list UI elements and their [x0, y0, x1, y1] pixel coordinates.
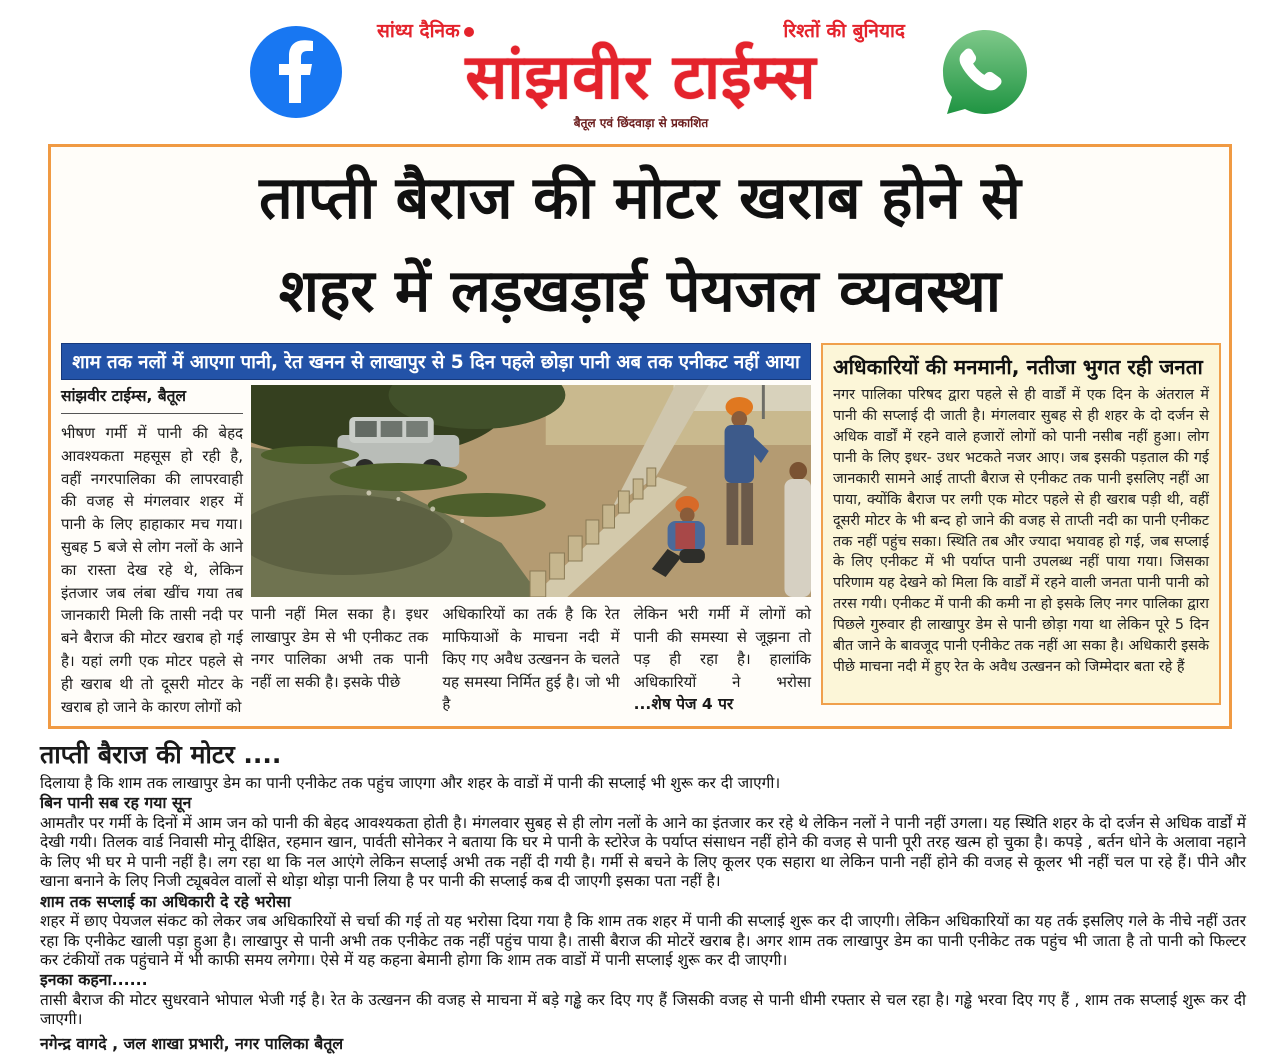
under-photo-column-2: अधिकारियों का तर्क है कि रेत माफियाओं के माचना नदी में किए गए अवैध उत्खनन के चलते यह समस्या निर्मित हुई है। जो भी है — [442, 605, 620, 714]
under-photo-column-1: पानी नहीं मिल सका है। इधर लाखापुर डेम से भी एनीकट तक नगर पालिका अभी तक पानी नहीं ला सकी है। इसके पीछे — [251, 605, 429, 691]
pole — [762, 385, 765, 419]
main-article-box — [48, 144, 1232, 729]
attribution-line: नगेन्द्र वागदे , जल शाखा प्रभारी, नगर पालिका बैतूल — [40, 1033, 344, 1053]
continuation-para-3: शहर में छाए पेयजल संकट को लेकर जब अधिकारियों से चर्चा की गई तो यह भरोसा दिया गया है कि शाम तक शहर में पानी की सप्लाई शुरू कर दी जाएगी। लेकिन अधिकारियों का यह तर्क इसलिए गले के नीचे नहीं उतर रहा कि एनीकेट खाली पड़ा हुआ है। लाखापुर से पानी अभी तक एनीकेट तक नहीं पहुंच पाया है। तासी बैराज की मोटरें खराब है। अगर शाम तक लाखापुर डेम का पानी एनीकेट तक पहुंच भी जाता है तो पानी को फिल्टर कर टंकीयों तक पहुंचाने में भी काफी समय लगेगा। ऐसे में यह कहना बेमानी होगा कि शाम तक वाडों में पानी सप्लाई शुरू कर दी जाएगी। — [40, 912, 1246, 969]
newspaper-title: सांझवीर टाईम्स — [465, 40, 817, 114]
continuation-para-4: तासी बैराज की मोटर सुधरवाने भोपाल भेजी गई है। रेत के उत्खनन की वजह से माचना में बड़े गड्ढे कर दिए गए हैं जिसकी वजह से पानी धीमी रफ्तार से चल रहा है। गड्ढे भरवा दिए गए हैं , शाम तक सप्लाई शुरू कर दी जाएगी। — [40, 990, 1246, 1029]
sidebar-box — [821, 343, 1221, 705]
headline-line-2: शहर में लड़खड़ाई पेयजल व्यवस्था — [278, 256, 1002, 326]
continuation-para-1: दिलाया है कि शाम तक लाखापुर डेम का पानी एनीकेट तक पहुंच जाएगा और शहर के वाडों में पानी की सप्लाई भी शुरू कर दी जाएगी। — [40, 774, 781, 792]
left-column-text: भीषण गर्मी में पानी की बेहद आवश्यकता महसूस हो रही है, वहीं नगरपालिका की लापरवाही की वजह से मंगलवार शहर में पानी के लिए हाहाकार मच गया। सुबह 5 बजे से लोग नलों के आने का रास्ता देख रहे थे, लेकिन इंतजार जब लंबा खींच गया तब जानकारी मिली कि तासी नदी पर बने बैराज की मोटर खराब हो गई है। यहां लगी एक मोटर पहले से ही खराब थी तो दूसरी मोटर के खराब हो जाने के कारण लोगों को — [61, 423, 243, 716]
continuation-subhead-2: शाम तक सप्लाई का अधिकारी दे रहे भरोसा — [40, 891, 291, 911]
continuation-subhead-1: बिन पानी सब रह गया सून — [40, 793, 192, 813]
whatsapp-icon — [939, 26, 1031, 122]
partial-person — [784, 462, 811, 597]
tagline-right: रिश्तों की बुनियाद — [783, 20, 905, 43]
byline: सांझवीर टाईम्स, बैतूल — [61, 385, 243, 414]
newspaper-subtitle: बैतूल एवं छिंदवाड़ा से प्रकाशित — [573, 115, 709, 130]
main-headline — [51, 147, 1229, 339]
under-photo-column-3-text: लेकिन भरी गर्मी में लोगों को पानी की समस्या से जूझना तो पड़ ही रहा है। हालांकि अधिकारियों ने भरोसा — [633, 605, 811, 691]
continuation-heading: ताप्ती बैराज की मोटर .... — [40, 740, 282, 769]
sidebar-body: नगर पालिका परिषद द्वारा पहले से ही वार्डों में एक दिन के अंतराल में पानी की सप्लाई दी जाती है। मंगलवार सुबह से ही शहर के दो दर्जन से अधिक वार्डों में रहने वाले हजारों लोगों को पानी नसीब नहीं हुआ। लोग पानी के लिए इधर- उधर भटकते नजर आए। जब इसकी पड़ताल की गई जानकारी सामने आई ताप्ती बैराज से एनीकट तक पानी इसलिए नहीं आ पाया, क्योंकि बैराज पर लगी एक मोटर पहले से ही खराब पड़ी थी, वहीं दूसरी मोटर के भी बन्द हो जाने की वजह से ताप्ती नदी का पानी एनीकट तक नहीं पहुंच सका। स्थिति तब और ज्यादा भयावह हो गई, जब सप्लाई के लिए एनीकट में भी पर्याप्त पानी उपलब्ध नहीं पाया गया। जिसका परिणाम यह देखने को मिला कि वार्डों में रहने वाली जनता पानी पानी को तरस गयी। एनीकट में पानी की कमी ना हो इसके लिए नगर पालिका द्वारा पिछले गुरुवार ही लाखापुर डेम से पानी छोड़ा गया था लेकिन पूरे 5 दिन बीत जाने के बावजूद पानी एनीकेट तक नहीं आ सका है। अधिकारी इसके पीछे माचना नदी में हुए रेत के अवैध उत्खनन को जिम्मेदार बता रहे हैं — [833, 387, 1209, 675]
under-photo-column-3 — [634, 603, 811, 716]
headline-line-1: ताप्ती बैराज की मोटर खराब होने से — [259, 163, 1021, 232]
masthead — [0, 0, 1280, 142]
tagline-left: सांध्य दैनिक — [377, 17, 474, 43]
continuation-subhead-3: इनका कहना...... — [40, 970, 148, 990]
article-left-column — [61, 385, 243, 718]
sidebar-heading: अधिकारियों की मनमानी, नतीजा भुगत रही जनता — [833, 355, 1203, 380]
news-photo — [251, 385, 811, 597]
continuation-para-2: आमतौर पर गर्मी के दिनों में आम जन को पानी की बेहद आवश्यकता होती है। मंगलवार सुबह से ही लोग नलों के आने का इंतजार कर रहे थे लेकिन नलों ने पानी नहीं उगला। यह स्थिति शहर के दो दर्जन से अधिक वार्डों में देखी गयी। तिलक वार्ड निवासी मोनू दीक्षित, रहमान खान, पार्वती सोनेकर ने बताया कि घर मे पानी के स्टोरेज के पर्याप्त संसाधन नहीं होने की वजह से पानी पूरी तरह खत्म हो चुका है। कपड़े , बर्तन धोने के अलावा नहाने के लिए भी घर मे पानी नहीं है। लग रहा था कि नल आएंगे लेकिन सप्लाई अभी तक नहीं दी गयी है। गर्मी से बचने के लिए कूलर एक सहारा था लेकिन पानी नहीं होने की वजह से कूलर भी नहीं चल पा रहे हैं। पीने और खाना बनाने के लिए निजी ट्यूबवेल वालों से थोड़ा थोड़ा पानी लिया है पर पानी की सप्लाई कब दी जाएगी इसका पता नहीं है। — [40, 813, 1246, 891]
jump-to-page-note: ...शेष पेज 4 पर — [633, 695, 734, 714]
facebook-icon — [249, 25, 343, 123]
subheadline-bar: शाम तक नलों में आएगा पानी, रेत खनन से लाखापुर से 5 दिन पहले छोड़ा पानी अब तक एनीकट नहीं आया — [61, 343, 811, 380]
continuation-story — [0, 729, 1280, 1054]
